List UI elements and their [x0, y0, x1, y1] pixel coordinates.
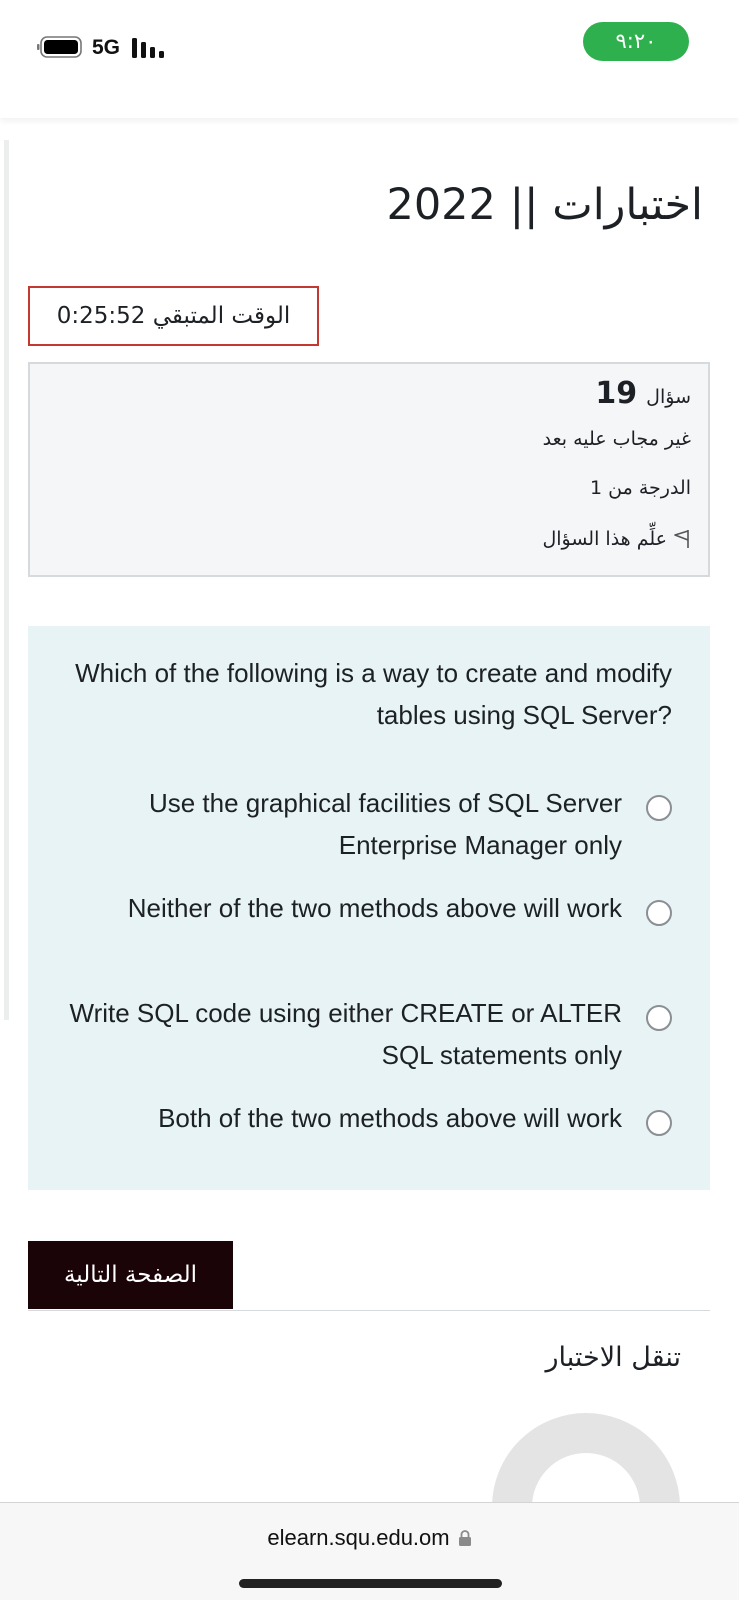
answer-option[interactable] — [60, 782, 672, 866]
flag-question-label[interactable]: علِّم هذا السؤال — [542, 528, 667, 550]
browser-url-bar[interactable] — [0, 1502, 739, 1600]
next-page-button[interactable]: الصفحة التالية — [28, 1241, 233, 1309]
radio-button[interactable] — [646, 1005, 672, 1031]
answer-option[interactable] — [60, 992, 672, 1076]
question-text: Which of the following is a way to create and modify tables using SQL Server? — [75, 658, 672, 730]
divider — [28, 1310, 710, 1311]
battery-icon — [37, 36, 83, 58]
question-number-value: 19 — [595, 376, 638, 411]
lock-icon — [458, 1529, 472, 1547]
url-text[interactable]: elearn.squ.edu.om — [267, 1525, 450, 1550]
question-grade: الدرجة من 1 — [590, 477, 691, 499]
answer-option-label[interactable]: Neither of the two methods above will work — [127, 893, 622, 923]
question-number-label: سؤال — [646, 386, 691, 408]
answer-option-label[interactable]: Use the graphical facilities of SQL Server Enterprise Manager only — [148, 788, 622, 860]
network-type-label: 5G — [92, 36, 121, 59]
question-panel — [28, 626, 710, 1190]
answer-option[interactable] — [60, 887, 672, 929]
page-edge — [4, 140, 9, 1020]
answer-option-label[interactable]: Write SQL code using either CREATE or ALTER SQL statements only — [69, 998, 622, 1070]
flag-icon — [673, 529, 691, 549]
flag-question-link[interactable] — [542, 528, 691, 550]
signal-bars-icon — [132, 38, 168, 60]
status-clock: ٩:٢٠ — [583, 22, 689, 61]
page-title: اختبارات || 2022 — [386, 180, 703, 230]
answer-option-label[interactable]: Both of the two methods above will work — [158, 1103, 622, 1133]
question-info-box — [28, 362, 710, 577]
answer-status: غير مجاب عليه بعد — [542, 428, 691, 450]
radio-button[interactable] — [646, 900, 672, 926]
answer-option[interactable] — [60, 1097, 672, 1139]
radio-button[interactable] — [646, 795, 672, 821]
question-number-row — [595, 376, 691, 411]
home-indicator — [239, 1579, 502, 1588]
time-remaining-value: 0:25:52 — [56, 303, 146, 329]
url-content[interactable] — [0, 1525, 739, 1551]
time-remaining-box — [28, 286, 319, 346]
quiz-navigation-heading: تنقل الاختبار — [545, 1342, 681, 1373]
status-bar — [0, 0, 739, 118]
radio-button[interactable] — [646, 1110, 672, 1136]
time-remaining-label: الوقت المتبقي — [152, 303, 291, 329]
